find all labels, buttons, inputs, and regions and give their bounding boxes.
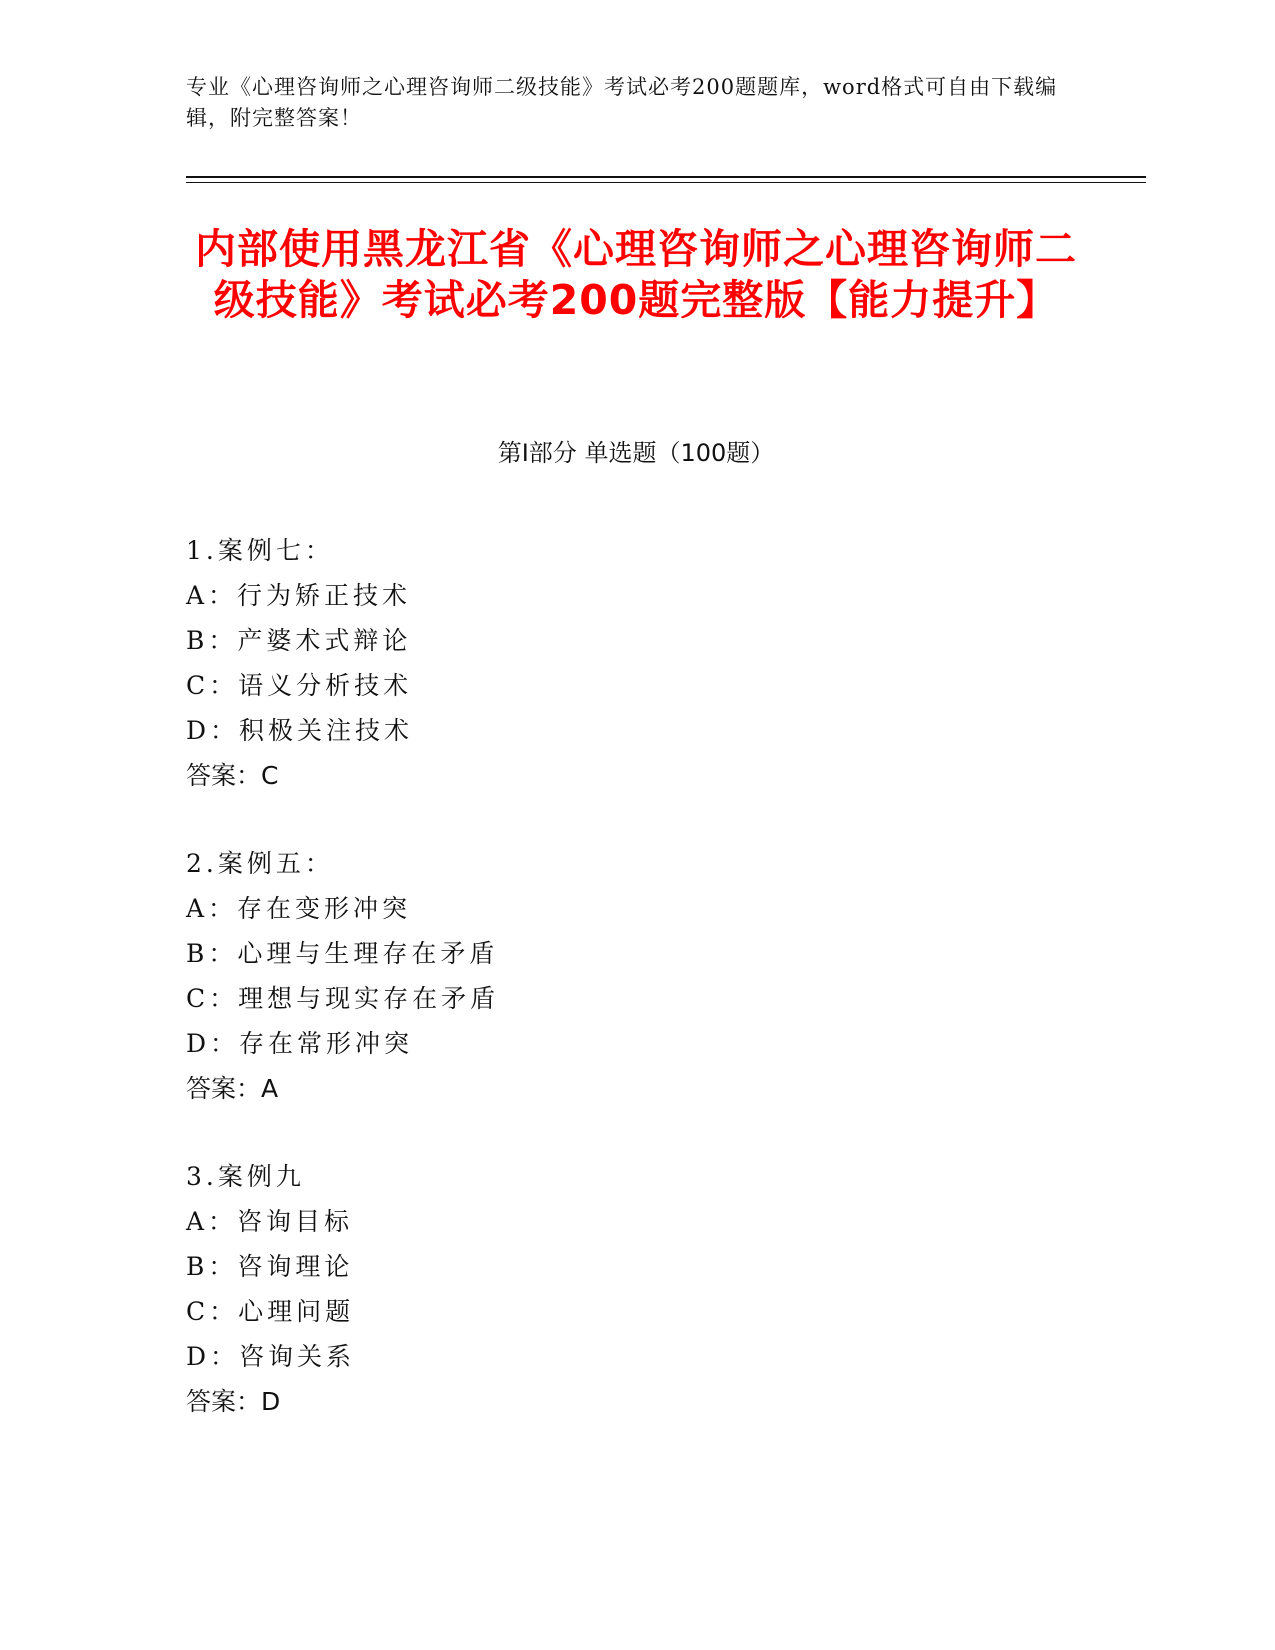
header-note: 专业《心理咨询师之心理咨询师二级技能》考试必考200题题库，word格式可自由下载编辑，附完整答案！: [186, 75, 1058, 130]
answer: 答案：A: [186, 1074, 279, 1103]
option-a: A：存在变形冲突: [186, 894, 412, 923]
header-rule-thin: [186, 182, 1146, 183]
option-c: C：语义分析技术: [186, 671, 413, 700]
document-title: 内部使用黑龙江省《心理咨询师之心理咨询师二级技能》考试必考200题完整版【能力提升】: [195, 225, 1077, 324]
answer: 答案：C: [186, 761, 279, 790]
option-b: B：产婆术式辩论: [186, 626, 412, 655]
question-3: [186, 1154, 1086, 1424]
option-b: B：心理与生理存在矛盾: [186, 939, 499, 968]
option-b: B：咨询理论: [186, 1252, 354, 1281]
option-c: C：心理问题: [186, 1297, 355, 1326]
question-list: [186, 528, 1086, 1467]
section-title: 第Ⅰ部分 单选题（100题）: [497, 439, 775, 467]
question-stem: 3.案例九: [186, 1162, 305, 1191]
option-a: A：行为矫正技术: [186, 581, 412, 610]
option-d: D：存在常形冲突: [186, 1029, 414, 1058]
question-stem: 2.案例五：: [186, 849, 334, 878]
option-a: A：咨询目标: [186, 1207, 354, 1236]
question-2: [186, 841, 1086, 1111]
option-c: C：理想与现实存在矛盾: [186, 984, 500, 1013]
option-d: D：咨询关系: [186, 1342, 356, 1371]
header-rule-thick: [186, 176, 1146, 178]
question-1: [186, 528, 1086, 798]
option-d: D：积极关注技术: [186, 716, 414, 745]
question-stem: 1.案例七：: [186, 536, 334, 565]
answer: 答案：D: [186, 1387, 281, 1416]
